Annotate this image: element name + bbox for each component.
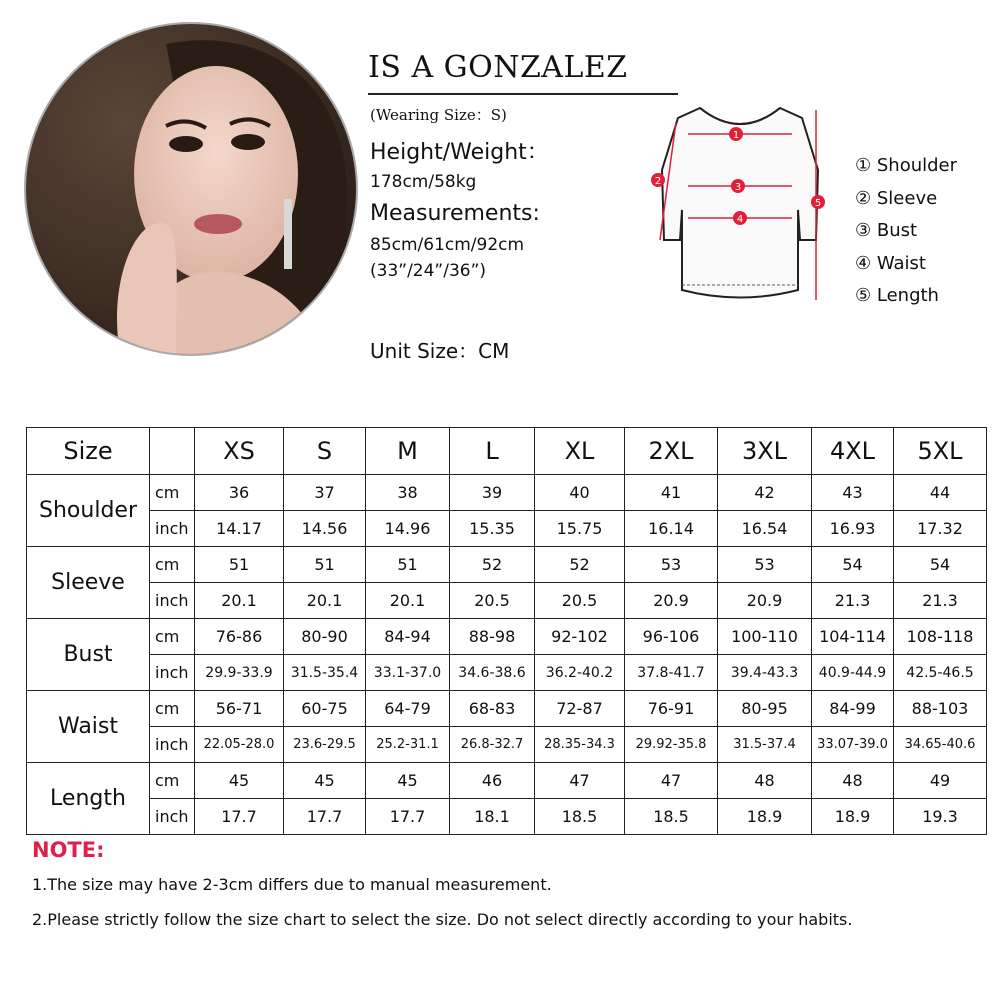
table-cell: 40.9-44.9 <box>812 655 894 691</box>
table-cell: 52 <box>450 547 535 583</box>
table-cell: 29.92-35.8 <box>625 727 718 763</box>
measurements-inch: (33”/24”/36”) <box>370 261 487 281</box>
legend-label: Bust <box>876 220 918 241</box>
legend-item-waist <box>855 248 957 281</box>
size-col-xs: XS <box>195 428 284 475</box>
unit-size: Unit Size：CM <box>370 339 510 363</box>
table-cell: 33.1-37.0 <box>366 655 450 691</box>
unit-inch: inch <box>150 727 195 763</box>
table-cell: 44 <box>894 475 987 511</box>
table-cell: 64-79 <box>366 691 450 727</box>
table-cell: 29.9-33.9 <box>195 655 284 691</box>
row-name-waist: Waist <box>27 691 150 763</box>
table-cell: 104-114 <box>812 619 894 655</box>
table-cell: 88-98 <box>450 619 535 655</box>
table-cell: 19.3 <box>894 799 987 835</box>
table-cell: 45 <box>366 763 450 799</box>
table-cell: 17.32 <box>894 511 987 547</box>
table-cell: 18.5 <box>535 799 625 835</box>
table-cell: 39.4-43.3 <box>718 655 812 691</box>
size-col-2xl: 2XL <box>625 428 718 475</box>
table-cell: 20.1 <box>284 583 366 619</box>
table-row <box>27 583 987 619</box>
table-cell: 48 <box>812 763 894 799</box>
table-cell: 37 <box>284 475 366 511</box>
marker-3: 3 <box>734 182 742 193</box>
unit-inch: inch <box>150 799 195 835</box>
table-cell: 49 <box>894 763 987 799</box>
legend-label: Length <box>876 285 939 306</box>
row-name-sleeve: Sleeve <box>27 547 150 619</box>
legend-item-length <box>855 280 957 313</box>
unit-cm: cm <box>150 691 195 727</box>
table-cell: 36 <box>195 475 284 511</box>
measurement-legend <box>855 150 957 313</box>
table-cell: 21.3 <box>894 583 987 619</box>
note-1: 1.The size may have 2-3cm differs due to manual measurement. <box>32 875 552 894</box>
size-col-3xl: 3XL <box>718 428 812 475</box>
row-name-length: Length <box>27 763 150 835</box>
table-cell: 18.1 <box>450 799 535 835</box>
table-row <box>27 691 987 727</box>
table-cell: 22.05-28.0 <box>195 727 284 763</box>
table-cell: 51 <box>366 547 450 583</box>
unit-cm: cm <box>150 475 195 511</box>
table-row <box>27 655 987 691</box>
table-cell: 68-83 <box>450 691 535 727</box>
table-row <box>27 763 987 799</box>
note-2: 2.Please strictly follow the size chart to select the size. Do not select directly according to your habits. <box>32 910 853 929</box>
table-cell: 15.35 <box>450 511 535 547</box>
table-cell: 23.6-29.5 <box>284 727 366 763</box>
table-cell: 45 <box>284 763 366 799</box>
row-name-bust: Bust <box>27 619 150 691</box>
table-cell: 88-103 <box>894 691 987 727</box>
legend-label: Shoulder <box>876 155 958 176</box>
legend-num: ③ <box>855 220 872 241</box>
table-cell: 54 <box>812 547 894 583</box>
brand-underline <box>368 93 678 95</box>
table-cell: 76-91 <box>625 691 718 727</box>
table-cell: 76-86 <box>195 619 284 655</box>
model-portrait-image <box>26 24 358 356</box>
marker-2: 2 <box>654 176 662 187</box>
table-cell: 37.8-41.7 <box>625 655 718 691</box>
table-cell: 48 <box>718 763 812 799</box>
table-cell: 43 <box>812 475 894 511</box>
unit-inch: inch <box>150 511 195 547</box>
legend-item-sleeve <box>855 183 957 216</box>
table-cell: 72-87 <box>535 691 625 727</box>
marker-1: 1 <box>732 130 740 141</box>
table-cell: 26.8-32.7 <box>450 727 535 763</box>
size-col-xl: XL <box>535 428 625 475</box>
table-cell: 14.56 <box>284 511 366 547</box>
height-weight-value: 178cm/58kg <box>370 172 477 192</box>
legend-label: Sleeve <box>876 187 938 209</box>
table-cell: 18.9 <box>812 799 894 835</box>
table-cell: 46 <box>450 763 535 799</box>
table-cell: 20.5 <box>535 583 625 619</box>
table-cell: 38 <box>366 475 450 511</box>
unit-inch: inch <box>150 583 195 619</box>
unit-cm: cm <box>150 547 195 583</box>
table-cell: 18.5 <box>625 799 718 835</box>
legend-item-bust <box>855 215 957 248</box>
table-cell: 16.14 <box>625 511 718 547</box>
table-cell: 80-90 <box>284 619 366 655</box>
marker-5: 5 <box>814 198 822 209</box>
measurements-value: 85cm/61cm/92cm <box>370 235 525 255</box>
table-cell: 14.96 <box>366 511 450 547</box>
marker-4: 4 <box>736 214 744 225</box>
brand-title: IS A GONZALEZ <box>368 50 628 85</box>
table-cell: 31.5-37.4 <box>718 727 812 763</box>
table-cell: 21.3 <box>812 583 894 619</box>
unit-cm: cm <box>150 619 195 655</box>
table-cell: 17.7 <box>366 799 450 835</box>
table-header-row <box>27 428 987 475</box>
table-row <box>27 547 987 583</box>
table-cell: 17.7 <box>284 799 366 835</box>
table-row <box>27 511 987 547</box>
table-cell: 54 <box>894 547 987 583</box>
table-cell: 20.9 <box>625 583 718 619</box>
legend-num: ① <box>855 155 872 176</box>
table-row <box>27 475 987 511</box>
row-name-shoulder: Shoulder <box>27 475 150 547</box>
unit-inch: inch <box>150 655 195 691</box>
unit-header <box>150 428 195 475</box>
table-cell: 33.07-39.0 <box>812 727 894 763</box>
note-title: NOTE: <box>32 838 105 862</box>
legend-item-shoulder <box>855 150 957 183</box>
table-cell: 100-110 <box>718 619 812 655</box>
table-cell: 92-102 <box>535 619 625 655</box>
table-row <box>27 799 987 835</box>
table-cell: 34.6-38.6 <box>450 655 535 691</box>
table-row <box>27 619 987 655</box>
table-cell: 53 <box>625 547 718 583</box>
unit-cm: cm <box>150 763 195 799</box>
table-cell: 51 <box>284 547 366 583</box>
table-cell: 40 <box>535 475 625 511</box>
table-cell: 51 <box>195 547 284 583</box>
table-cell: 84-99 <box>812 691 894 727</box>
table-cell: 34.65-40.6 <box>894 727 987 763</box>
table-cell: 25.2-31.1 <box>366 727 450 763</box>
wearing-size: (Wearing Size：S) <box>370 106 507 124</box>
table-cell: 60-75 <box>284 691 366 727</box>
table-cell: 45 <box>195 763 284 799</box>
table-cell: 108-118 <box>894 619 987 655</box>
legend-label: Waist <box>876 252 926 274</box>
table-cell: 28.35-34.3 <box>535 727 625 763</box>
table-cell: 53 <box>718 547 812 583</box>
size-col-m: M <box>366 428 450 475</box>
table-cell: 39 <box>450 475 535 511</box>
size-header: Size <box>27 428 150 475</box>
table-cell: 20.5 <box>450 583 535 619</box>
table-row <box>27 727 987 763</box>
table-cell: 20.1 <box>195 583 284 619</box>
table-cell: 84-94 <box>366 619 450 655</box>
table-cell: 15.75 <box>535 511 625 547</box>
table-cell: 42 <box>718 475 812 511</box>
table-cell: 20.1 <box>366 583 450 619</box>
table-cell: 14.17 <box>195 511 284 547</box>
model-photo <box>24 22 358 356</box>
table-cell: 18.9 <box>718 799 812 835</box>
size-col-4xl: 4XL <box>812 428 894 475</box>
size-col-s: S <box>284 428 366 475</box>
size-col-5xl: 5XL <box>894 428 987 475</box>
table-cell: 52 <box>535 547 625 583</box>
table-cell: 47 <box>625 763 718 799</box>
legend-num: ⑤ <box>855 285 872 306</box>
garment-diagram <box>640 100 840 310</box>
table-cell: 56-71 <box>195 691 284 727</box>
table-cell: 41 <box>625 475 718 511</box>
table-cell: 96-106 <box>625 619 718 655</box>
table-cell: 47 <box>535 763 625 799</box>
height-weight-label: Height/Weight： <box>370 140 549 165</box>
table-cell: 80-95 <box>718 691 812 727</box>
table-cell: 42.5-46.5 <box>894 655 987 691</box>
measurements-label: Measurements: <box>370 201 540 226</box>
table-cell: 20.9 <box>718 583 812 619</box>
table-cell: 17.7 <box>195 799 284 835</box>
table-cell: 31.5-35.4 <box>284 655 366 691</box>
legend-num: ② <box>855 187 872 209</box>
table-cell: 16.54 <box>718 511 812 547</box>
size-col-l: L <box>450 428 535 475</box>
legend-num: ④ <box>855 252 872 274</box>
size-chart-table <box>26 427 987 835</box>
table-cell: 16.93 <box>812 511 894 547</box>
table-cell: 36.2-40.2 <box>535 655 625 691</box>
